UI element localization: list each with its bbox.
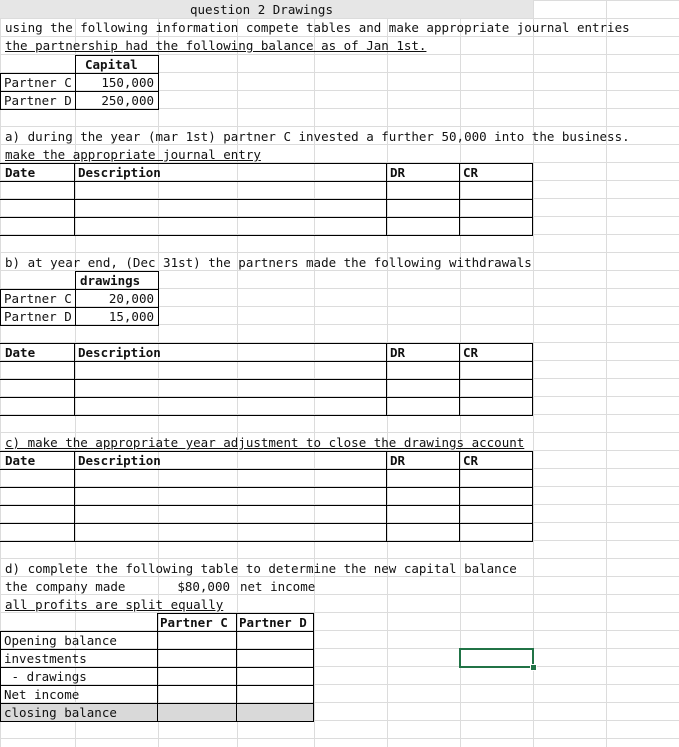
date-header: Date [5, 165, 36, 180]
dr-header: DR [390, 165, 406, 180]
intro-line-2: the partnership had the following balance as of Jan 1st. [5, 38, 427, 53]
description-header: Description [78, 165, 161, 180]
capital-row-value: 150,000 [101, 75, 154, 90]
date-header: Date [5, 453, 36, 468]
drawings-row-label: Partner D [4, 309, 72, 324]
drawings-row-value: 20,000 [108, 291, 154, 306]
cr-header: CR [463, 345, 479, 360]
capital-header: Capital [85, 57, 138, 72]
date-header: Date [5, 345, 36, 360]
drawings-row-value: 15,000 [108, 309, 154, 324]
capital-row-label: Partner C [4, 75, 72, 90]
net-income-label: Net income [4, 687, 80, 702]
part-d-line-3: all profits are split equally [5, 597, 224, 612]
selected-cell[interactable] [459, 648, 534, 668]
cr-header: CR [463, 453, 479, 468]
part-d-line-2-prefix: the company made [5, 579, 126, 594]
part-a-line-2: make the appropriate journal entry [5, 147, 261, 162]
part-c-line-1: c) make the appropriate year adjustment to close the drawings account [5, 435, 525, 450]
closing-balance-label: closing balance [4, 705, 117, 720]
dr-header: DR [390, 453, 406, 468]
description-header: Description [78, 453, 161, 468]
drawings-header: drawings [80, 273, 141, 288]
drawings-label: - drawings [4, 669, 87, 684]
part-a-line-1: a) during the year (mar 1st) partner C invested a further 50,000 into the business. [5, 129, 630, 144]
drawings-row-label: Partner C [4, 291, 72, 306]
part-b-line-1: b) at year end, (Dec 31st) the partners made the following withdrawals [5, 255, 532, 270]
partner-c-column-header: Partner C [160, 615, 228, 630]
intro-line-1: using the following information compete tables and make appropriate journal entries [5, 20, 630, 35]
investments-label: investments [4, 651, 87, 666]
description-header: Description [78, 345, 161, 360]
partner-d-column-header: Partner D [239, 615, 307, 630]
opening-balance-label: Opening balance [4, 633, 117, 648]
part-d-line-2-suffix: net income [240, 579, 316, 594]
sheet-title: question 2 Drawings [190, 2, 333, 17]
net-income-value: $80,000 [177, 579, 230, 594]
cr-header: CR [463, 165, 479, 180]
part-d-line-1: d) complete the following table to determine the new capital balance [5, 561, 517, 576]
fill-handle[interactable] [530, 664, 537, 671]
capital-row-label: Partner D [4, 93, 72, 108]
capital-row-value: 250,000 [101, 93, 154, 108]
dr-header: DR [390, 345, 406, 360]
